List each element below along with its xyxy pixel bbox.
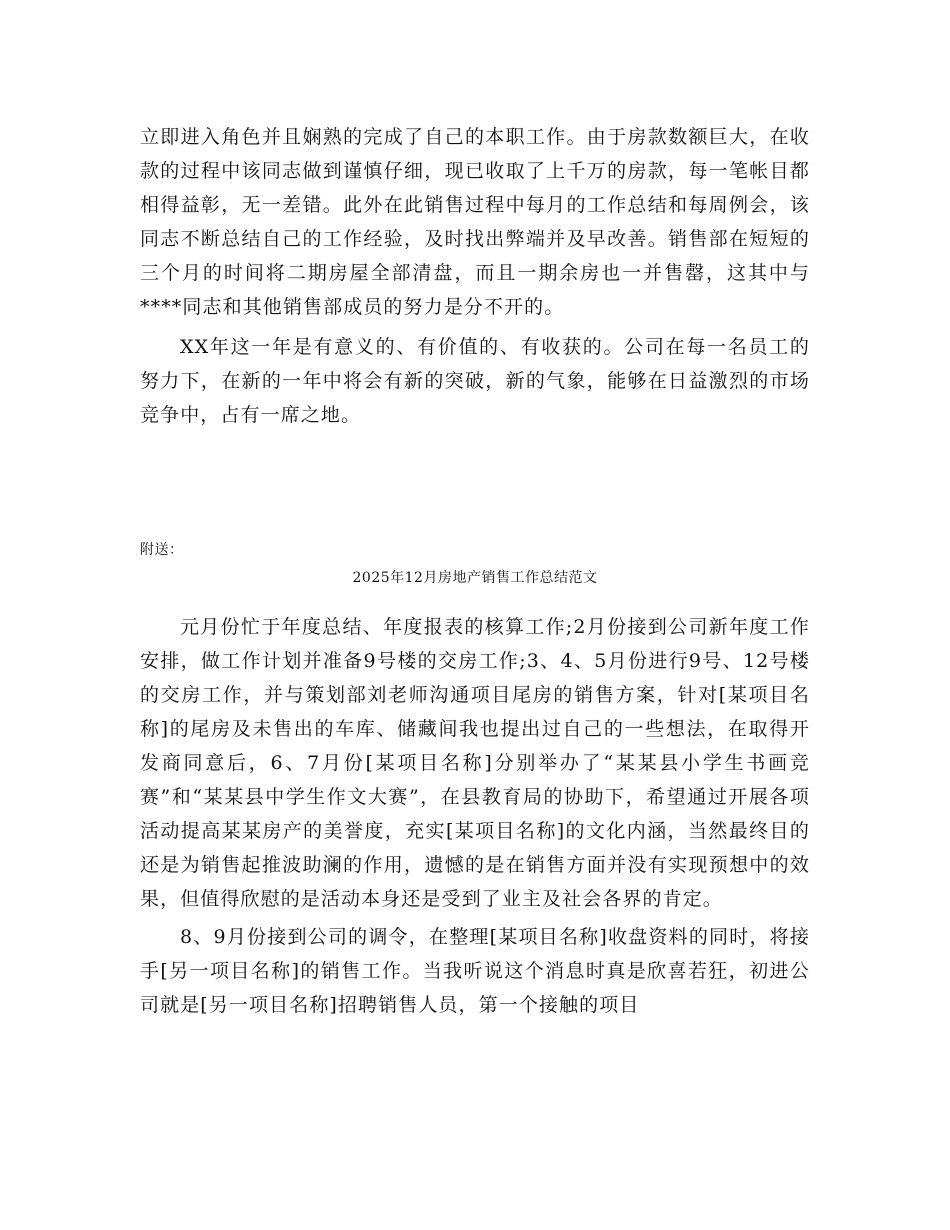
appendix-section: [140, 610, 810, 1022]
summary-section: [140, 120, 810, 432]
appendix-title: 2025年12月房地产销售工作总结范文: [352, 570, 598, 586]
continued-paragraph: 立即进入角色并且娴熟的完成了自己的本职工作。由于房款数额巨大，在收款的过程中该同志做到谨慎仔细，现已收取了上千万的房款，每一笔帐目都相得益彰，无一差错。此外在此销售过程中每月的工作总结和每周例会，该同志不断总结自己的工作经验，及时找出弊端并及早改善。销售部在短短的三个月的时间将二期房屋全部清盘，而且一期余房也一并售罄，这其中与****同志和其他销售部成员的努力是分不开的。: [140, 126, 810, 318]
closing-paragraph: XX年这一年是有意义的、有价值的、有收获的。公司在每一名员工的努力下，在新的一年中将会有新的突破，新的气象，能够在日益激烈的市场竞争中，占有一席之地。: [140, 336, 810, 426]
appendix-label: 附送：: [140, 542, 184, 558]
appendix-paragraph-1: 元月份忙于年度总结、年度报表的核算工作;2月份接到公司新年度工作安排，做工作计划并准备9号楼的交房工作;3、4、5月份进行9号、12号楼的交房工作，并与策划部刘老师沟通项目尾房的销售方案，针对[某项目名称]的尾房及未售出的车库、储藏间我也提出过自己的一些想法，在取得开发商同意后，6、7月份[某项目名称]分别举办了“某某县小学生书画竞赛”和“某某县中学生作文大赛”，在县教育局的协助下，希望通过开展各项活动提高某某房产的美誉度，充实[某项目名称]的文化内涵，当然最终目的还是为销售起推波助澜的作用，遗憾的是在销售方面并没有实现预想中的效果，但值得欣慰的是活动本身还是受到了业主及社会各界的肯定。: [140, 616, 810, 910]
appendix-paragraph-2: 8、9月份接到公司的调令，在整理[某项目名称]收盘资料的同时，将接手[另一项目名称]的销售工作。当我听说这个消息时真是欣喜若狂，初进公司就是[另一项目名称]招聘销售人员，第一个接触的项目: [140, 926, 810, 1016]
